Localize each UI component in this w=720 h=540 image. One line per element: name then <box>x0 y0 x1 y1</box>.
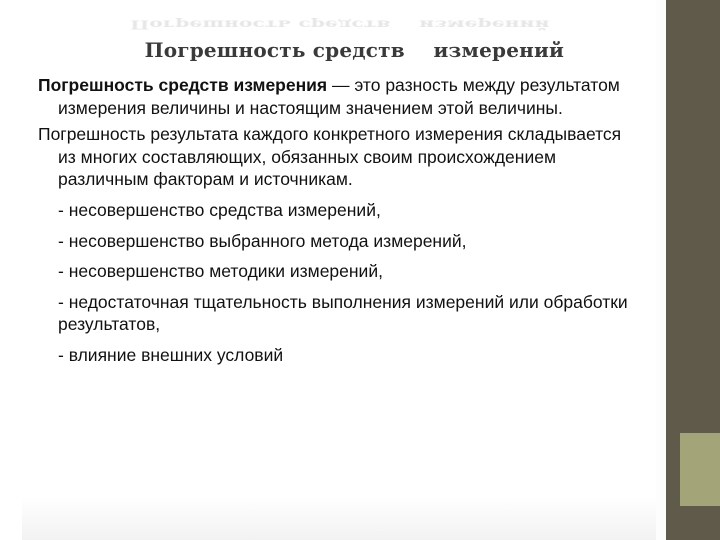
list-item: - недостаточная тщательность выполнения измерений или обработки результатов, <box>58 291 628 335</box>
definition-text: — это разность между результатом измерения величины и настоящим значением этой величины. <box>58 75 620 118</box>
list-item: - влияние внешних условий <box>58 344 284 365</box>
slide-body <box>38 74 628 367</box>
list-item: - несовершенство выбранного метода измерений, <box>58 230 467 251</box>
components-paragraph: Погрешность результата каждого конкретного измерения складывается из многих составляющих, обязанных своим происхождением различным факторам и источникам. <box>38 124 622 190</box>
title-area <box>0 14 680 74</box>
list-item: - несовершенство средства измерений, <box>58 199 381 220</box>
list-item: - несовершенство методики измерений, <box>58 261 383 282</box>
slide-left-margin <box>0 0 22 540</box>
definition-paragraph <box>38 74 628 119</box>
slide-title-reflection: Погрешность средств измерений <box>130 17 550 32</box>
slide-title-text: Погрешность средств измерений <box>144 38 565 62</box>
definition-term: Погрешность средств измерения <box>38 75 328 95</box>
decorative-right-tab <box>680 433 720 506</box>
